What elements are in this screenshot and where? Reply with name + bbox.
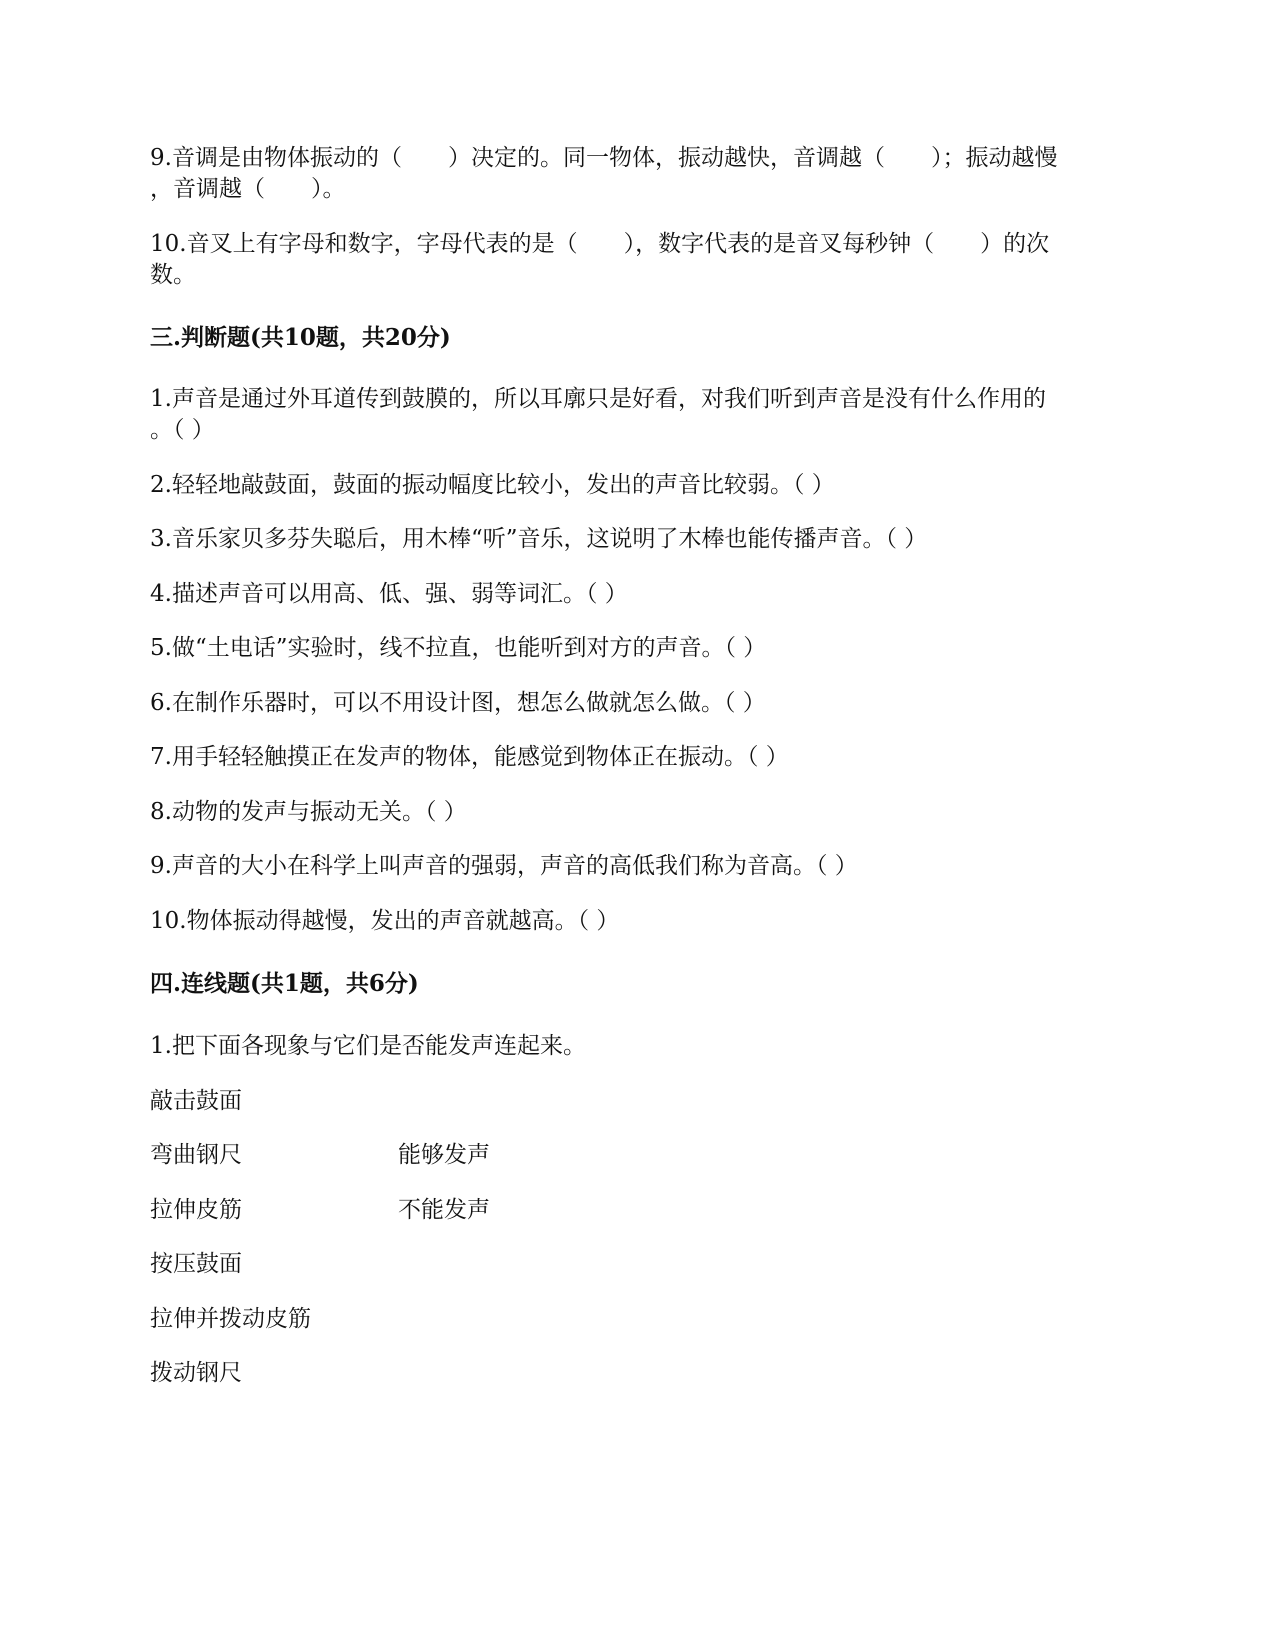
- judge-question-8: 8.动物的发声与振动无关。（ ）: [150, 799, 467, 825]
- judge-question-6: 6.在制作乐器时，可以不用设计图，想怎么做就怎么做。（ ）: [150, 690, 766, 716]
- judge-question-9: 9.声音的大小在科学上叫声音的强弱，声音的高低我们称为音高。（ ）: [150, 853, 858, 879]
- judge-question-10: 10.物体振动得越慢，发出的声音就越高。（ ）: [150, 908, 620, 934]
- fill-question-10-line2: 数。: [150, 262, 196, 288]
- fill-question-9-line1: 9.音调是由物体振动的（ ）决定的。同一物体，振动越快，音调越（ ）；振动越慢: [150, 145, 1058, 171]
- matching-right-item: 不能发声: [398, 1197, 490, 1223]
- judge-question-2: 2.轻轻地敲鼓面，鼓面的振动幅度比较小，发出的声音比较弱。（ ）: [150, 472, 835, 498]
- matching-question-1: 1.把下面各现象与它们是否能发声连起来。: [150, 1033, 586, 1059]
- judge-question-7: 7.用手轻轻触摸正在发声的物体，能感觉到物体正在振动。（ ）: [150, 744, 789, 770]
- matching-left-item: 拉伸并拨动皮筋: [150, 1306, 311, 1332]
- matching-left-item: 按压鼓面: [150, 1251, 242, 1277]
- fill-question-10-line1: 10.音叉上有字母和数字，字母代表的是（ ），数字代表的是音叉每秒钟（ ）的次: [150, 231, 1050, 257]
- matching-right-item: 能够发声: [398, 1142, 490, 1168]
- matching-left-item: 敲击鼓面: [150, 1088, 242, 1114]
- section-4-title: 四.连线题(共1题，共6分): [150, 970, 419, 997]
- judge-question-1-line1: 1.声音是通过外耳道传到鼓膜的，所以耳廓只是好看，对我们听到声音是没有什么作用的: [150, 386, 1046, 412]
- matching-left-item: 弯曲钢尺: [150, 1142, 242, 1168]
- matching-left-item: 拉伸皮筋: [150, 1197, 242, 1223]
- judge-question-5: 5.做“土电话”实验时，线不拉直，也能听到对方的声音。（ ）: [150, 635, 767, 661]
- judge-question-1-line2: 。（ ）: [150, 417, 215, 443]
- judge-question-3: 3.音乐家贝多芬失聪后，用木棒“听”音乐，这说明了木棒也能传播声音。（ ）: [150, 526, 928, 552]
- section-3-title: 三.判断题(共10题，共20分): [150, 324, 451, 351]
- fill-question-9-line2: ，音调越（ ）。: [150, 176, 346, 202]
- matching-left-item: 拨动钢尺: [150, 1360, 242, 1386]
- judge-question-4: 4.描述声音可以用高、低、强、弱等词汇。（ ）: [150, 581, 628, 607]
